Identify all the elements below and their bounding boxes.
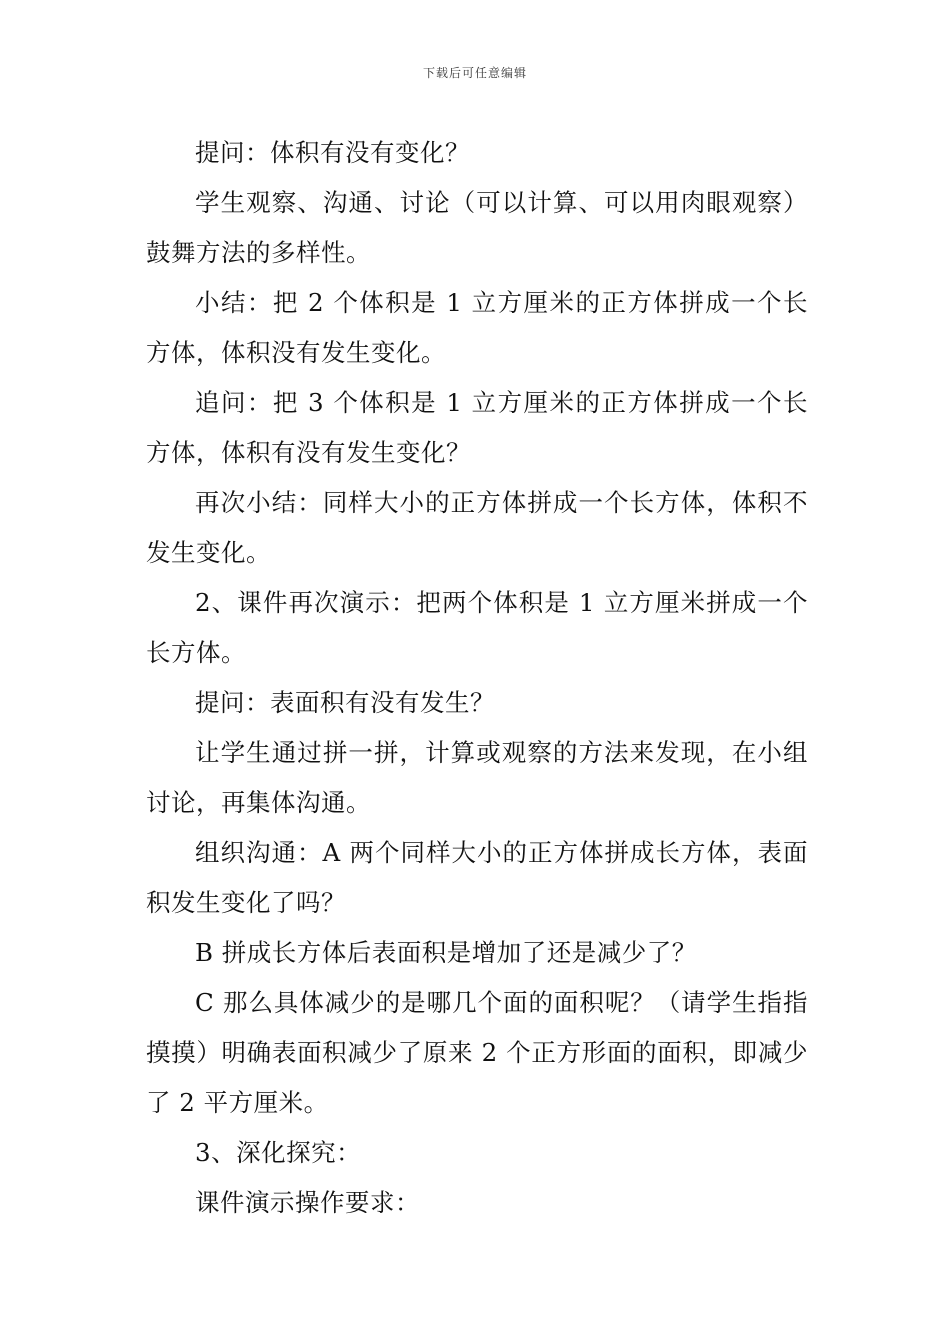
paragraph-question-surface-area: 提问：表面积有没有发生？ (195, 688, 495, 717)
paragraph-deepen-explore: 3、深化探究： (195, 1138, 362, 1167)
paragraph-item-b: B 拼成长方体后表面积是增加了还是减少了？ (195, 938, 697, 967)
paragraph-item-c: C 那么具体减少的是哪几个面的面积呢？（请学生指指摸摸）明确表面积减少了原来 2 个正方形面的面积，即减少了 2 平方厘米。 (146, 988, 808, 1117)
document-body (146, 128, 808, 1228)
page-header: 下载后可任意编辑 (422, 66, 527, 80)
paragraph-student-observe: 学生观察、沟通、讨论（可以计算、可以用肉眼观察）鼓舞方法的多样性。 (146, 188, 808, 267)
paragraph-demo-requirements: 课件演示操作要求： (195, 1188, 420, 1217)
paragraph-group-discussion: 让学生通过拼一拼，计算或观察的方法来发现，在小组讨论，再集体沟通。 (146, 738, 808, 817)
paragraph-summary-1: 小结：把 2 个体积是 1 立方厘米的正方体拼成一个长方体，体积没有发生变化。 (146, 288, 808, 367)
paragraph-follow-up-question: 追问：把 3 个体积是 1 立方厘米的正方体拼成一个长方体，体积有没有发生变化？ (146, 388, 808, 467)
paragraph-summary-2: 再次小结：同样大小的正方体拼成一个长方体，体积不发生变化。 (146, 488, 808, 567)
paragraph-organize-a: 组织沟通：A 两个同样大小的正方体拼成长方体，表面积发生变化了吗？ (146, 838, 808, 917)
paragraph-demo-2: 2、课件再次演示：把两个体积是 1 立方厘米拼成一个长方体。 (146, 588, 808, 667)
paragraph-question-volume: 提问：体积有没有变化？ (195, 138, 470, 167)
